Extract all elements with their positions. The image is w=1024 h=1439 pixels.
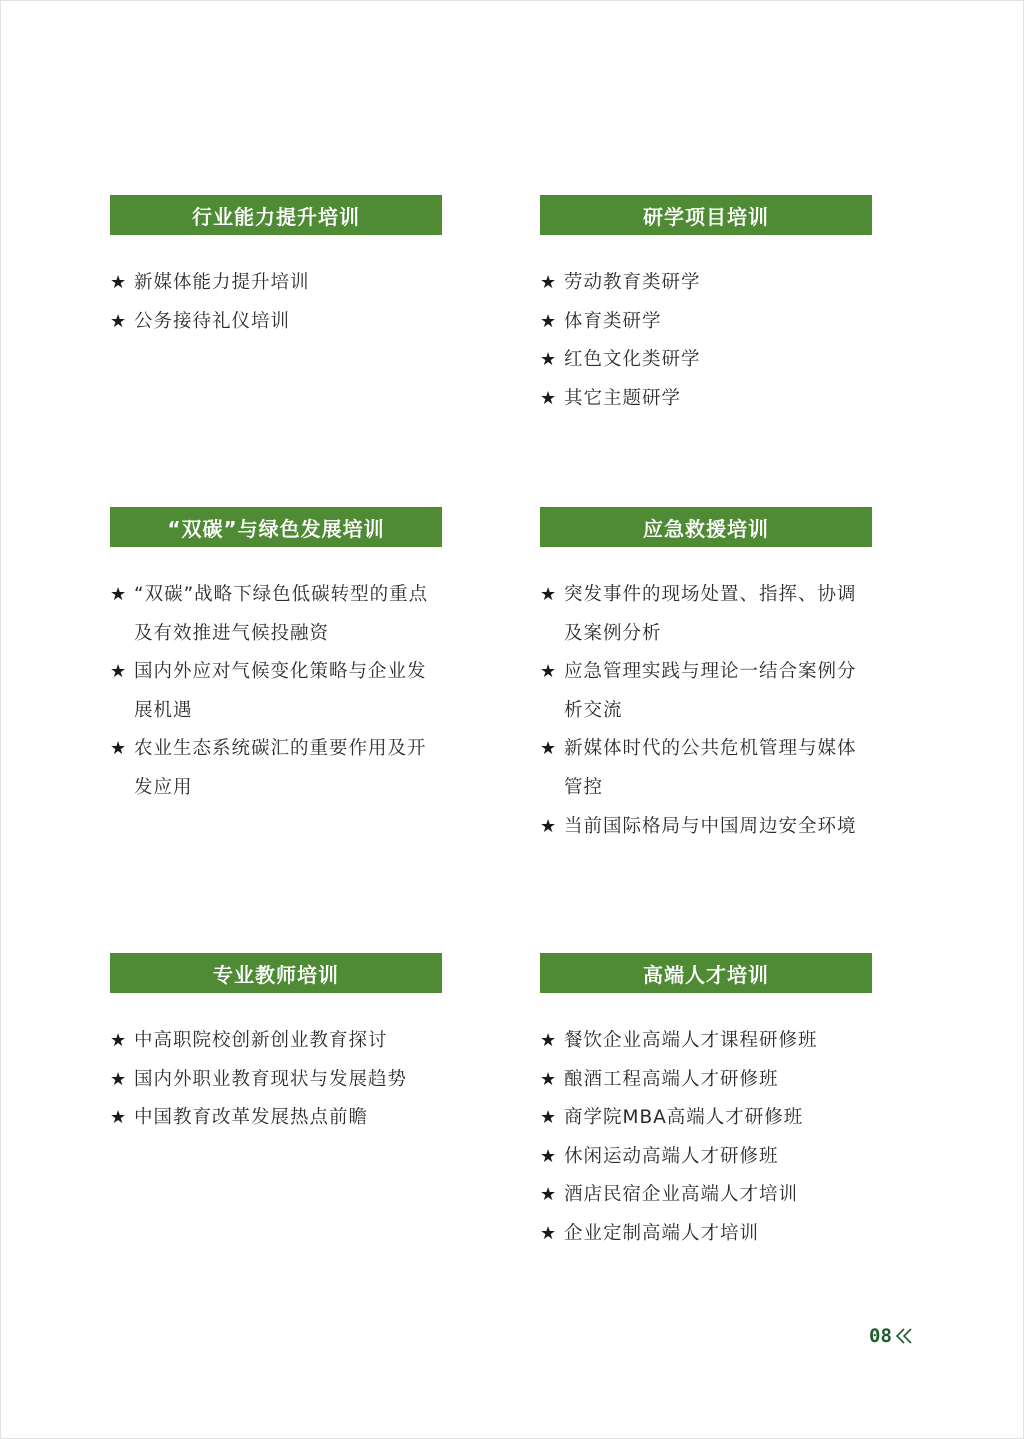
item-list — [540, 264, 872, 418]
item-list — [540, 576, 872, 846]
item-list — [540, 1022, 872, 1254]
star-icon: ★ — [110, 272, 128, 293]
item-text: 商学院MBA高端人才研修班 — [564, 1107, 804, 1129]
list-item — [540, 1099, 872, 1138]
section-title: 行业能力提升培训 — [110, 195, 442, 235]
item-list — [110, 264, 442, 341]
star-icon: ★ — [540, 1068, 558, 1090]
star-icon: ★ — [540, 310, 558, 332]
item-text: 国内外应对气候变化策略与企业发展机遇 — [134, 661, 427, 721]
item-text: 中国教育改革发展热点前瞻 — [134, 1107, 369, 1129]
star-icon: ★ — [540, 387, 558, 409]
list-item — [110, 303, 442, 342]
star-icon: ★ — [540, 1184, 558, 1206]
item-list — [110, 576, 442, 808]
star-icon: ★ — [540, 272, 558, 293]
page-number-text: 08 — [869, 1325, 892, 1347]
list-item — [540, 576, 872, 653]
section-study-tour — [540, 195, 872, 418]
item-text: 新媒体能力提升培训 — [134, 272, 310, 293]
list-item — [110, 264, 442, 303]
item-text: 餐饮企业高端人才课程研修班 — [564, 1030, 818, 1051]
item-text: 中高职院校创新创业教育探讨 — [134, 1030, 388, 1051]
double-chevron-left-icon — [894, 1326, 914, 1346]
section-teacher-training — [110, 953, 442, 1138]
list-item — [540, 264, 872, 303]
section-emergency-rescue — [540, 507, 872, 846]
section-title: 高端人才培训 — [540, 953, 872, 993]
page-number — [869, 1325, 914, 1347]
star-icon: ★ — [110, 738, 128, 760]
list-item — [110, 1099, 442, 1138]
item-text: 国内外职业教育现状与发展趋势 — [134, 1068, 408, 1090]
star-icon: ★ — [110, 1030, 128, 1051]
section-high-end-talent — [540, 953, 872, 1254]
item-text: 当前国际格局与中国周边安全环境 — [564, 815, 857, 837]
section-industry-skills — [110, 195, 442, 341]
star-icon: ★ — [540, 1107, 558, 1129]
section-title: “双碳”与绿色发展培训 — [110, 507, 442, 547]
list-item — [110, 730, 442, 807]
item-text: 酿酒工程高端人才研修班 — [564, 1068, 779, 1090]
item-text: 劳动教育类研学 — [564, 272, 701, 293]
star-icon: ★ — [110, 584, 128, 605]
star-icon: ★ — [540, 349, 558, 371]
star-icon: ★ — [540, 661, 558, 683]
star-icon: ★ — [110, 661, 128, 683]
list-item — [540, 1022, 872, 1061]
item-text: 公务接待礼仪培训 — [134, 310, 291, 332]
list-item — [110, 1022, 442, 1061]
item-text: 休闲运动高端人才研修班 — [564, 1145, 779, 1167]
star-icon: ★ — [110, 310, 128, 332]
star-icon: ★ — [540, 1030, 558, 1051]
list-item — [540, 380, 872, 419]
list-item — [540, 303, 872, 342]
item-text: 新媒体时代的公共危机管理与媒体管控 — [564, 738, 857, 798]
section-title: 应急救援培训 — [540, 507, 872, 547]
list-item — [540, 1138, 872, 1177]
list-item — [540, 730, 872, 807]
item-text: 红色文化类研学 — [564, 349, 701, 371]
list-item — [540, 1215, 872, 1254]
star-icon: ★ — [540, 815, 558, 837]
list-item — [110, 1061, 442, 1100]
item-text: 应急管理实践与理论一结合案例分析交流 — [564, 661, 857, 721]
star-icon: ★ — [540, 1222, 558, 1244]
section-dual-carbon — [110, 507, 442, 808]
list-item — [540, 1176, 872, 1215]
item-text: 企业定制高端人才培训 — [564, 1222, 760, 1244]
item-text: 酒店民宿企业高端人才培训 — [564, 1184, 799, 1206]
star-icon: ★ — [540, 1145, 558, 1167]
list-item — [110, 576, 442, 653]
item-text: 突发事件的现场处置、指挥、协调及案例分析 — [564, 584, 857, 644]
section-title: 专业教师培训 — [110, 953, 442, 993]
item-text: “双碳”战略下绿色低碳转型的重点及有效推进气候投融资 — [134, 584, 429, 644]
list-item — [540, 653, 872, 730]
star-icon: ★ — [110, 1107, 128, 1129]
item-text: 体育类研学 — [564, 310, 662, 332]
list-item — [540, 1061, 872, 1100]
section-title: 研学项目培训 — [540, 195, 872, 235]
star-icon: ★ — [540, 738, 558, 760]
star-icon: ★ — [540, 584, 558, 605]
star-icon: ★ — [110, 1068, 128, 1090]
list-item — [110, 653, 442, 730]
item-text: 农业生态系统碳汇的重要作用及开发应用 — [134, 738, 427, 798]
item-list — [110, 1022, 442, 1138]
list-item — [540, 341, 872, 380]
item-text: 其它主题研学 — [564, 387, 682, 409]
list-item — [540, 808, 872, 847]
